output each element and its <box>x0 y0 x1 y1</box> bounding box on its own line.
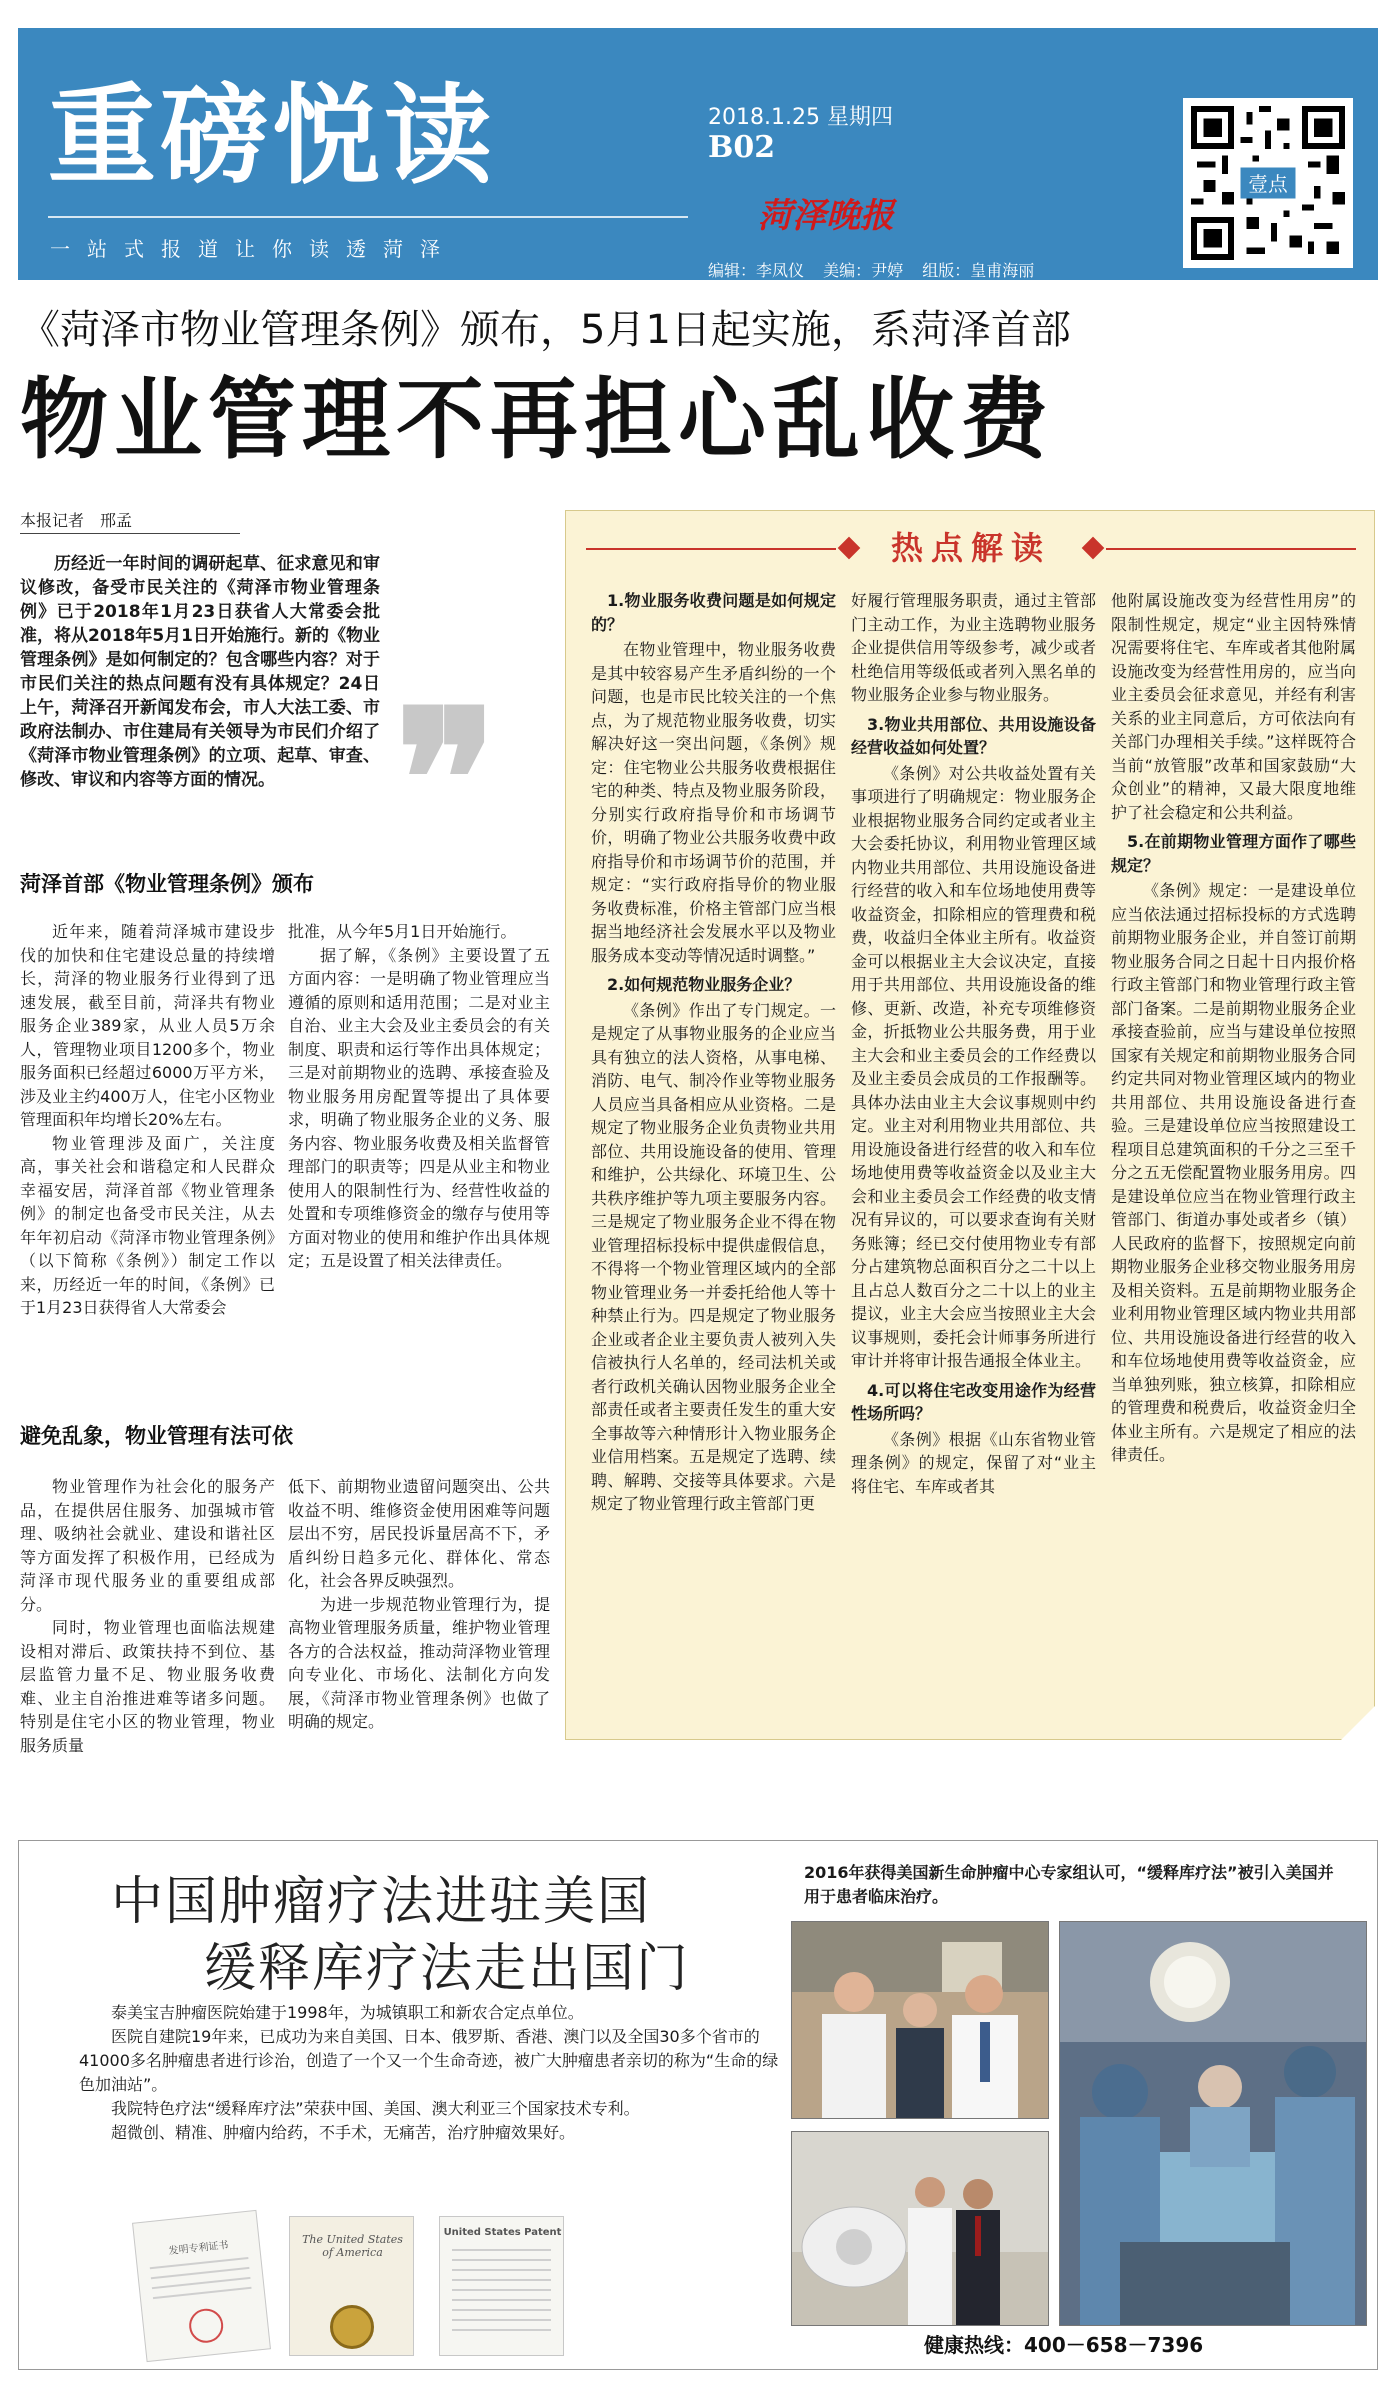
section-heading-2: 避免乱象，物业管理有法可依 <box>20 1424 293 1448</box>
gold-seal-icon <box>330 2305 374 2349</box>
page-number: B02 <box>708 130 776 165</box>
answer-4: 《条例》根据《山东省物业管理条例》的规定，保留了对“业主将住宅、车库或者其 <box>851 1429 1096 1496</box>
text-line <box>452 2259 551 2261</box>
answer-5: 《条例》规定：一是建设单位应当依法通过招标投标的方式选聘前期物业服务企业，并自签订前期物业服务合同之日起十日内报价格行政主管部门和物业管理行政主管部门备案。二是前期物业服务企业承接查验前，应当与建设单位按照国家有关规定和前期物业服务合同约定共同对物业管理区域内的物业共用部位、共用设施设备进行查验。三是建设单位应当按照建设工程项目总建筑面积的千分之三至千分之五无偿配置物业服务用房。四是建设单位应当在物业管理行政主管部门、街道办事处或者乡（镇）人民政府的监督下，按照规定向前期物业服务企业移交物业服务用房及相关资料。五是前期物业服务企业利用物业管理区域内物业共用部位、共用设施设备进行经营的收入和车位场地使用费等收益资金，应当单独列账，独立核算，扣除相应的管理费和税费后，收益资金归全体业主所有。六是规定了相应的法律责任。 <box>1111 881 1356 1464</box>
paragraph: 物业管理作为社会化的服务产品，在提供居住服务、加强城市管理、吸纳社会就业、建设和谐社区等方面发挥了积极作用，已经成为菏泽市现代服务业的重要组成部分。 <box>20 1477 275 1614</box>
hot-col-1 <box>591 589 836 1516</box>
cert-title: United States Patent <box>443 2227 562 2238</box>
text-line <box>150 2257 249 2269</box>
section1-col2 <box>288 920 550 1273</box>
question-1: 1.物业服务收费问题是如何规定的？ <box>591 591 836 634</box>
advertisement <box>18 1840 1378 2370</box>
text-line <box>452 2309 551 2311</box>
patent-document <box>439 2216 564 2356</box>
answer-2: 《条例》作出了专门规定。一是规定了从事物业服务的企业应当具有独立的法人资格，从事电梯、消防、电气、制冷作业等物业服务人员应当具备相应从业资格。二是规定了物业服务企业负责物业共用部位、共用设施设备的使用、管理和维护，公共绿化、环境卫生、公共秩序维护等九项主要服务内容。三是规定了物业服务企业不得在物业管理招标投标中提供虚假信息，不得将一个物业管理区域内的全部物业管理业务一并委托给他人等十种禁止行为。四是规定了物业服务企业或者企业主要负责人被列入失信被执行人名单的，经司法机关或者行政机关确认因物业服务企业全部责任或者主要责任发生的重大安全事故等六种情形计入物业服务企业信用档案。五是规定了选聘、续聘、解聘、交接等具体要求。六是规定了物业管理行政主管部门更 <box>591 1000 836 1513</box>
ad-body <box>79 2001 779 2145</box>
hot-col-3 <box>1111 589 1356 1467</box>
staff-credits <box>708 258 1048 281</box>
section-slogan: 一站式报道让你读透菏泽 <box>50 237 457 261</box>
ad-title-1: 中国肿瘤疗法进驻美国 <box>111 1872 652 1932</box>
hot-topic-box <box>565 510 1375 1740</box>
editor-credit: 编辑：李凤仪 <box>708 261 805 280</box>
designer-credit: 美编：尹婷 <box>823 261 904 280</box>
patent-certificate-usa <box>289 2216 414 2356</box>
ad-paragraph: 超微创、精准、肿瘤内给药，不手术，无痛苦，治疗肿瘤效果好。 <box>111 2123 576 2142</box>
paragraph: 低下、前期物业遗留问题突出、公共收益不明、维修资金使用困难等问题层出不穷，居民投诉量居高不下，矛盾纠纷日趋多元化、群体化、常态化，社会各界反映强烈。 <box>288 1477 550 1590</box>
red-seal-icon <box>187 2307 224 2344</box>
paragraph: 为进一步规范物业管理行为，提高物业管理服务质量，维护物业管理各方的合法权益，推动菏泽物业管理向专业化、市场化、法制化方向发展，《菏泽市物业管理条例》也做了明确的规定。 <box>288 1594 550 1731</box>
paragraph: 批准，从今年5月1日开始施行。 <box>288 922 517 941</box>
question-2: 2.如何规范物业服务企业？ <box>607 975 801 994</box>
paragraph: 同时，物业管理也面临法规建设相对滞后、政策扶持不到位、基层监管力量不足、物业服务收费难、业主自治推进难等诸多问题。特别是住宅小区的物业管理，物业服务质量 <box>20 1618 275 1755</box>
photo-surgery <box>1059 1921 1367 2326</box>
photo-doctors-group <box>791 1921 1049 2119</box>
ad-title-2: 缓释库疗法走出国门 <box>204 1939 691 1999</box>
text-line <box>452 2299 551 2301</box>
diamond-icon <box>1082 537 1105 560</box>
header-rule <box>1106 548 1356 550</box>
article-headline: 物业管理不再担心乱收费 <box>20 368 1055 471</box>
hot-col-2 <box>851 589 1096 1498</box>
cert-title: The United States of America <box>302 2233 403 2259</box>
ad-paragraph: 我院特色疗法“缓释库疗法”荣获中国、美国、澳大利亚三个国家技术专利。 <box>111 2099 640 2118</box>
text-line <box>452 2279 551 2281</box>
text-line <box>452 2289 551 2291</box>
masthead-divider <box>48 216 688 218</box>
question-3: 3.物业共用部位、共用设施设备经营收益如何处置？ <box>851 714 1096 757</box>
patent-certificate-china <box>132 2210 271 2362</box>
answer-2-continued: 好履行管理服务职责，通过主管部门主动工作，为业主选聘物业服务企业提供信用等级参考，减少或者杜绝信用等级低或者列入黑名单的物业服务企业参与物业服务。 <box>851 591 1096 704</box>
section2-col1 <box>20 1475 275 1757</box>
article-intro <box>20 552 380 792</box>
ad-photo-caption: 2016年获得美国新生命肿瘤中心专家组认可，“缓释库疗法”被引入美国并用于患者临床治疗。 <box>804 1863 1334 1906</box>
answer-3: 《条例》对公共收益处置有关事项进行了明确规定：物业服务企业根据物业服务合同约定或者业主大会委托协议，利用物业管理区域内物业共用部位、共用设施设备进行经营的收入和车位场地使用费等收益资金，扣除相应的管理费和税费，收益归全体业主所有。收益资金可以根据业主大会议决定，直接用于共用部位、共用设施设备的维修、更新、改造，补充专项维修资金，折抵物业公共服务费，用于业主大会和业主委员会的工作经费以及业主委员会成员的工作报酬等。具体办法由业主大会议事规则中约定。业主对利用物业共用部位、共用设施设备进行经营的收入和车位场地使用费等收益资金以及业主大会和业主委员会工作经费的收支情况有异议的，可以要求查询有关财务账簿；经已交付使用物业专有部分占建筑物总面积百分之二十以上且占总人数百分之二十以上的业主提议，业主大会应当按照业主大会议事规则，委托会计师事务所进行审计并将审计报告通报全体业主。 <box>851 763 1096 1370</box>
section-heading-1: 菏泽首部《物业管理条例》颁布 <box>20 872 314 896</box>
text-line <box>452 2319 551 2321</box>
ad-paragraph: 泰美宝吉肿瘤医院始建于1998年，为城镇职工和新农合定点单位。 <box>111 2003 584 2022</box>
section2-col2 <box>288 1475 550 1734</box>
byline: 本报记者 邢孟 <box>20 508 240 534</box>
question-5: 5.在前期物业管理方面作了哪些规定？ <box>1111 832 1356 875</box>
qr-center-label: 壹点 <box>1248 173 1288 197</box>
section-title: 重磅悦读 <box>48 74 497 199</box>
question-4: 4.可以将住宅改变用途作为经营性场所吗？ <box>851 1380 1096 1423</box>
diamond-icon <box>838 537 861 560</box>
photo-doctors-hospital <box>791 2131 1049 2326</box>
answer-1: 在物业管理中，物业服务收费是其中较容易产生矛盾纠纷的一个问题，也是市民比较关注的一个焦点，为了规范物业服务收费，切实解决好这一突出问题，《条例》规定：住宅物业公共服务收费根据住宅的种类、特点及物业服务阶段，分别实行政府指导价和市场调节价，明确了物业公共服务收费中政府指导价和市场调节价的范围，并规定：“实行政府指导价的物业服务收费标准，价格主管部门应当根据当地经济社会发展水平以及物业服务成本变动等情况适时调整。” <box>591 640 836 965</box>
page-fold-corner <box>1341 1706 1375 1740</box>
article-kicker: 《菏泽市物业管理条例》颁布，5月1日起实施，系菏泽首部 <box>20 307 1071 353</box>
health-hotline[interactable]: 健康热线：400－658－7396 <box>924 2333 1204 2357</box>
masthead <box>18 28 1378 280</box>
text-line <box>452 2329 551 2331</box>
quote-mark-icon: ❞ <box>395 668 498 891</box>
text-line <box>452 2269 551 2271</box>
text-line <box>152 2277 251 2289</box>
header-rule <box>586 548 836 550</box>
hot-topic-title: 热点解读 <box>890 529 1051 567</box>
proof-credit: 组版：皇甫海丽 <box>922 261 1035 280</box>
paragraph: 据了解，《条例》主要设置了五方面内容：一是明确了物业管理应当遵循的原则和适用范围；二是对业主自治、业主大会及业主委员会的有关制度、职责和运行等作出具体规定；三是对前期物业的选聘、承接查验及物业服务用房配置等提出了具体要求，明确了物业服务企业的义务、服务内容、物业服务收费及相关监督管理部门的职责等；四是从业主和物业使用人的限制性行为、经营性收益的处置和专项维修资金的缴存与使用等方面对物业的使用和维护作出具体规定；五是设置了相关法律责任。 <box>288 945 550 1270</box>
qr-code[interactable] <box>1183 98 1353 268</box>
section1-col1 <box>20 920 275 1320</box>
intro-paragraph: 历经近一年时间的调研起草、征求意见和审议修改，备受市民关注的《菏泽市物业管理条例》已于2018年1月23日获省人大常委会批准，将从2018年5月1日开始施行。新的《物业管理条例》是如何制定的？包含哪些内容？对于市民们关注的热点问题有没有具体规定？24日上午，菏泽召开新闻发布会，市人大法工委、市政府法制办、市住建局有关领导为市民们介绍了《菏泽市物业管理条例》的立项、起草、审查、修改、审议和内容等方面的情况。 <box>20 554 380 790</box>
paragraph: 近年来，随着菏泽城市建设步伐的加快和住宅建设总量的持续增长，菏泽的物业服务行业得到了迅速发展，截至目前，菏泽共有物业服务企业389家，从业人员5万余人，管理物业项目1200多个，物业服务面积已经超过6000万平方米，涉及业主约400万人，住宅小区物业管理面积年均增长20%左右。 <box>20 922 275 1129</box>
ad-paragraph: 医院自建院19年来，已成功为来自美国、日本、俄罗斯、香港、澳门以及全国30多个省市的41000多名肿瘤患者进行诊治，创造了一个又一个生命奇迹，被广大肿瘤患者亲切的称为“生命的绿色加油站”。 <box>79 2027 779 2094</box>
text-line <box>452 2249 551 2251</box>
hot-topic-header <box>566 523 1376 573</box>
cert-title: 发明专利证书 <box>168 2239 229 2258</box>
issue-date: 2018.1.25 星期四 <box>708 105 893 130</box>
newspaper-logo: 菏泽晚报 <box>758 196 894 236</box>
paragraph: 物业管理涉及面广，关注度高，事关社会和谐稳定和人民群众幸福安居，菏泽首部《物业管理条例》的制定也备受市民关注，从去年年初启动《菏泽市物业管理条例》（以下简称《条例》）制定工作以来，历经近一年的时间，《条例》已于1月23日获得省人大常委会 <box>20 1133 275 1317</box>
text-line <box>151 2267 250 2279</box>
text-line <box>153 2287 252 2299</box>
answer-4-continued: 他附属设施改变为经营性用房”的限制性规定，规定“业主因特殊情况需要将住宅、车库或者其他附属设施改变为经营性用房的，应当向业主委员会征求意见，并经有利害关系的业主同意后，方可依法向有关部门办理相关手续。”这样既符合当前“放管服”改革和国家鼓励“大众创业”的精神，又最大限度地维护了社会稳定和公共利益。 <box>1111 591 1356 822</box>
